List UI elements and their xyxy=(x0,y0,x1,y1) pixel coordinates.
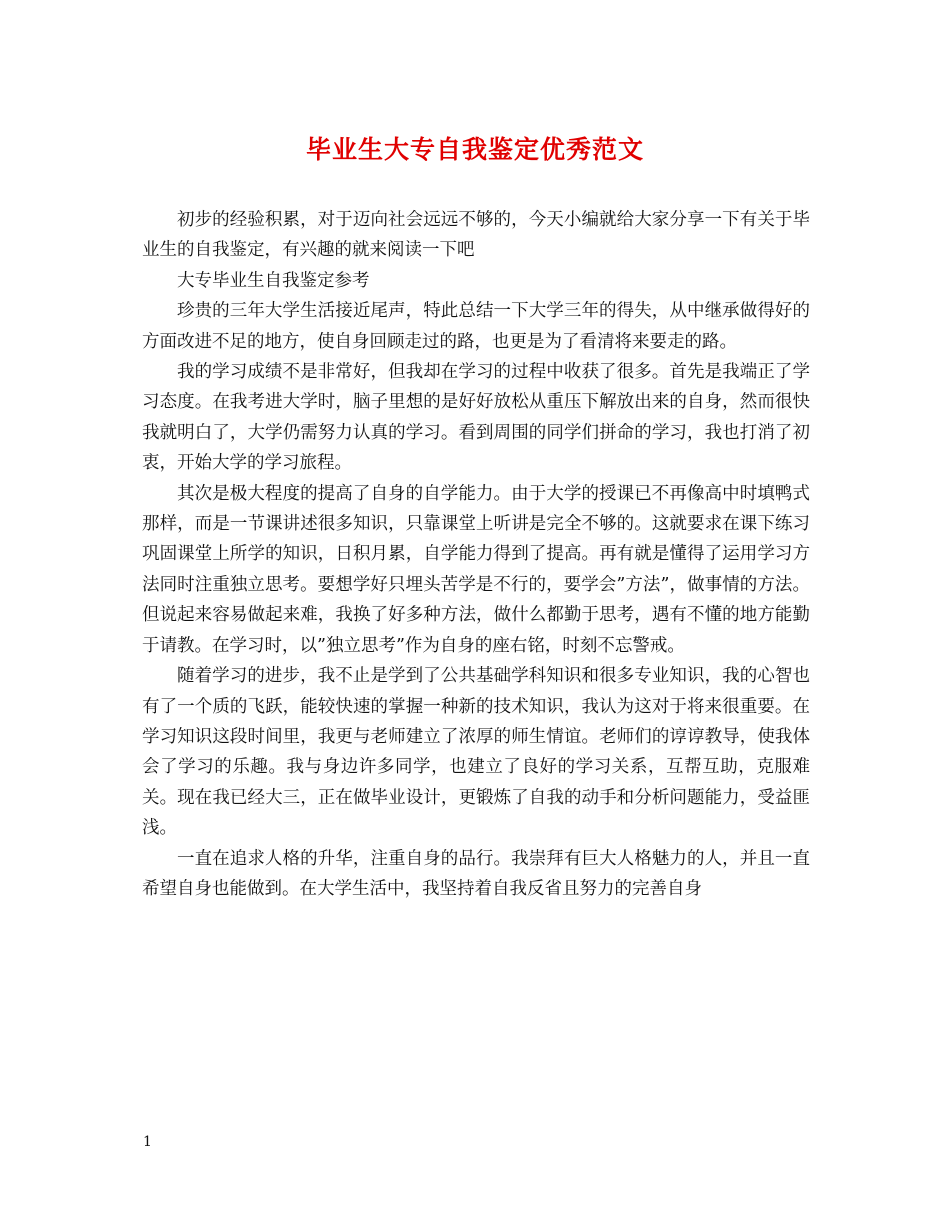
paragraph: 一直在追求人格的升华，注重自身的品行。我崇拜有巨大人格魅力的人，并且一直希望自身也能做到。在大学生活中，我坚持着自我反省且努力的完善自身 xyxy=(142,848,810,899)
paragraph-intro: 初步的经验积累，对于迈向社会远远不够的，今天小编就给大家分享一下有关于毕业生的自我鉴定，有兴趣的就来阅读一下吧 xyxy=(142,210,810,261)
page-number: 1 xyxy=(143,1134,152,1150)
paragraph: 珍贵的三年大学生活接近尾声，特此总结一下大学三年的得失，从中继承做得好的方面改进不足的地方，使自身回顾走过的路，也更是为了看清将来要走的路。 xyxy=(142,301,810,352)
paragraph-subheading: 大专毕业生自我鉴定参考 xyxy=(177,270,370,291)
paragraph: 随着学习的进步，我不止是学到了公共基础学科知识和很多专业知识，我的心智也有了一个质的飞跃，能较快速的掌握一种新的技术知识，我认为这对于将来很重要。在学习知识这段时间里，我更与老师建立了浓厚的师生情谊。老师们的谆谆教导，使我体会了学习的乐趣。我与身边许多同学，也建立了良好的学习关系，互帮互助，克服难关。现在我已经大三，正在做毕业设计，更锻炼了自我的动手和分析问题能力，受益匪浅。 xyxy=(142,666,810,839)
document-body xyxy=(142,205,810,904)
paragraph: 其次是极大程度的提高了自身的自学能力。由于大学的授课已不再像高中时填鸭式那样，而是一节课讲述很多知识，只靠课堂上听讲是完全不够的。这就要求在课下练习巩固课堂上所学的知识，日积月累，自学能力得到了提高。再有就是懂得了运用学习方法同时注重独立思考。要想学好只埋头苦学是不行的，要学会”方法”，做事情的方法。但说起来容易做起来难，我换了好多种方法，做什么都勤于思考，遇有不懂的地方能勤于请教。在学习时，以”独立思考”作为自身的座右铭，时刻不忘警戒。 xyxy=(142,483,810,656)
paragraph: 我的学习成绩不是非常好，但我却在学习的过程中收获了很多。首先是我端正了学习态度。在我考进大学时，脑子里想的是好好放松从重压下解放出来的自身，然而很快我就明白了，大学仍需努力认真的学习。看到周围的同学们拼命的学习，我也打消了初衷，开始大学的学习旅程。 xyxy=(142,362,810,474)
document-title: 毕业生大专自我鉴定优秀范文 xyxy=(305,135,644,164)
